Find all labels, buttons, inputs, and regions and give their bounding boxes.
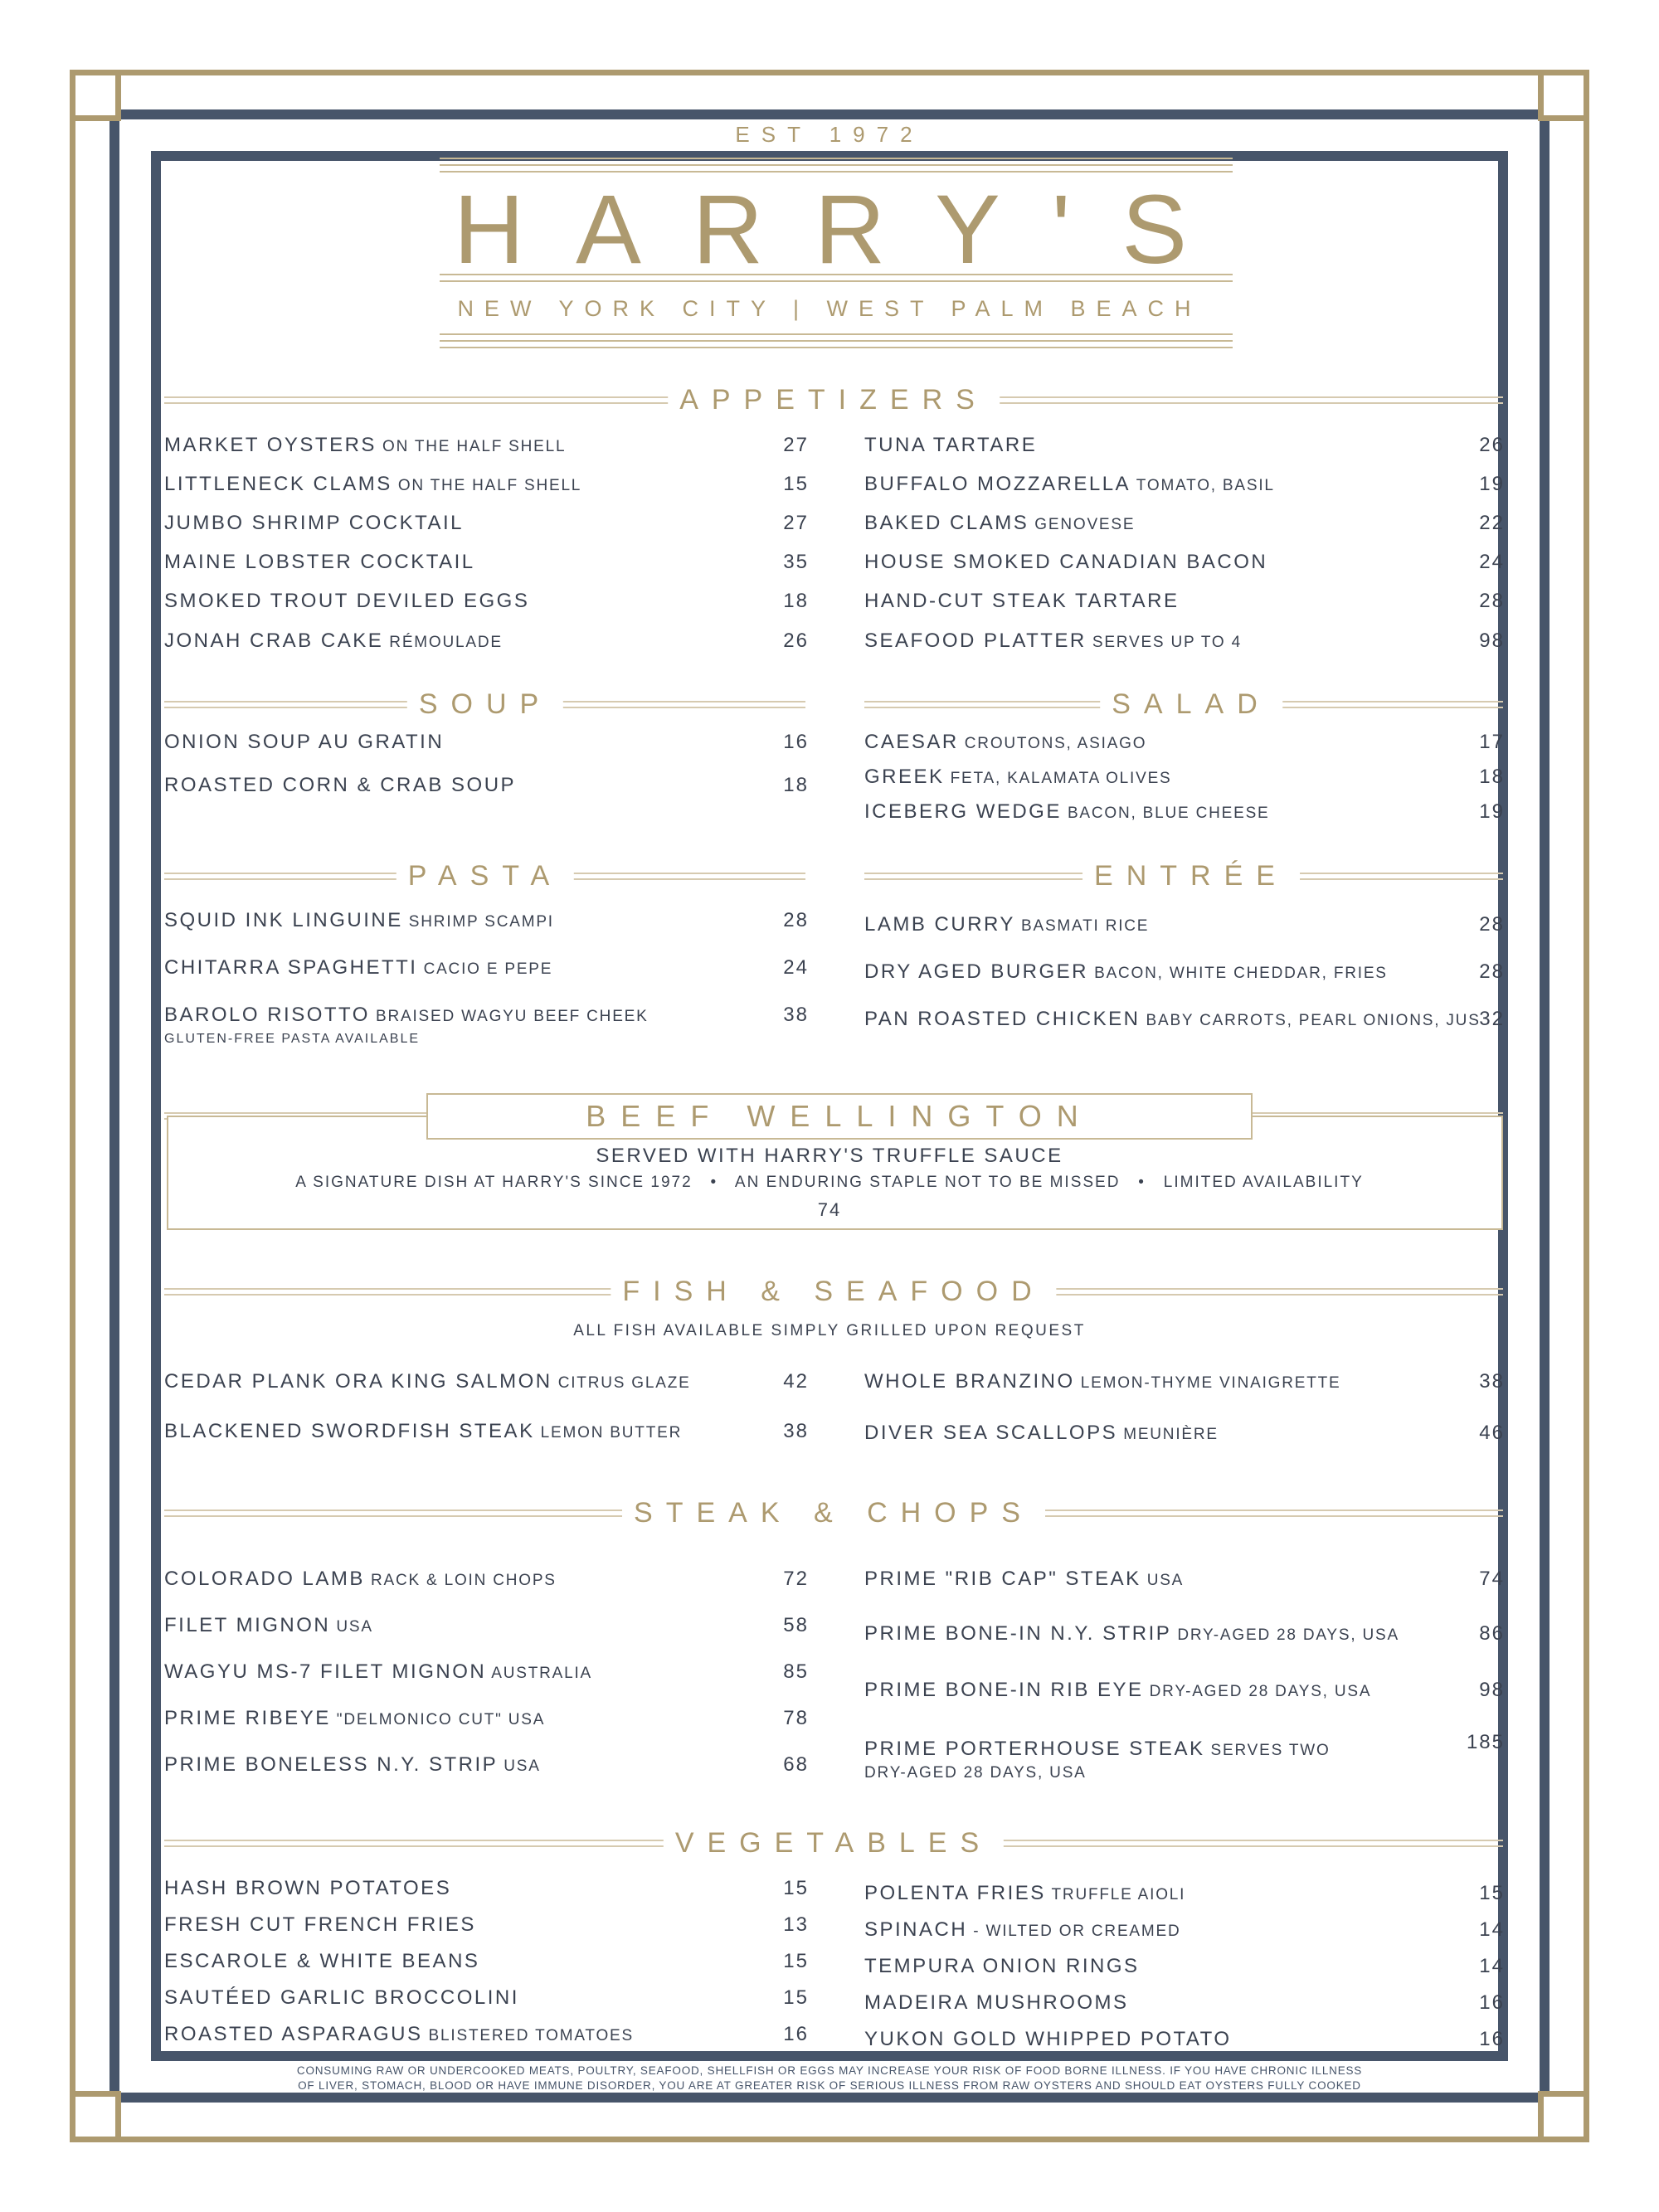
menu-item [864, 1678, 1371, 1704]
header-rule-bottom-3 [440, 347, 1233, 348]
menu-item-price: 28 [1479, 913, 1505, 936]
menu-item-price: 28 [1479, 960, 1505, 983]
menu-item-name: DRY AGED BURGER [864, 960, 1089, 983]
menu-item-description: CACIO E PEPE [417, 960, 553, 978]
menu-item-price: 14 [1479, 1918, 1505, 1941]
menu-item-price: 14 [1479, 1955, 1505, 1977]
menu-item-description: AUSTRALIA [486, 1665, 593, 1682]
menu-item-price: 85 [783, 1660, 809, 1683]
menu-item-name: BAKED CLAMS [864, 512, 1029, 534]
pasta-note: GLUTEN-FREE PASTA AVAILABLE [164, 1032, 421, 1046]
menu-item [864, 800, 1270, 826]
menu-item-name: JONAH CRAB CAKE [164, 630, 384, 652]
menu-item [864, 433, 1037, 458]
menu-item-price: 17 [1479, 731, 1505, 753]
menu-item-name: PRIME PORTERHOUSE STEAK [864, 1738, 1205, 1760]
menu-item-price: 72 [783, 1568, 809, 1590]
menu-item-description: MEUNIÈRE [1117, 1426, 1219, 1443]
section-title-appetizers: APPETIZERS [668, 383, 1000, 416]
menu-item-description: RACK & LOIN CHOPS [364, 1572, 557, 1589]
menu-item [864, 589, 1180, 614]
menu-item [164, 629, 503, 655]
menu-item [864, 960, 1388, 986]
established-year: EST 1972 [735, 122, 924, 147]
menu-item-name: PRIME BONELESS N.Y. STRIP [164, 1753, 499, 1776]
menu-item-price: 24 [1479, 551, 1505, 573]
menu-item [164, 1419, 682, 1446]
menu-item-price: 78 [783, 1707, 809, 1729]
menu-item-name: PRIME "RIB CAP" STEAK [864, 1568, 1141, 1590]
menu-item-price: 42 [783, 1370, 809, 1393]
menu-item [864, 1991, 1129, 2015]
section-title-salad: SALAD [1100, 688, 1282, 721]
restaurant-logo: HARRY'S [453, 175, 1239, 284]
menu-item-name: FILET MIGNON [164, 1614, 331, 1636]
menu-item [164, 589, 529, 614]
wellington-subtitle: SERVED WITH HARRY'S TRUFFLE SAUCE [596, 1145, 1063, 1167]
menu-item-name: LAMB CURRY [864, 913, 1015, 936]
menu-item-price: 74 [1479, 1568, 1505, 1590]
menu-item [864, 1007, 1481, 1033]
menu-item-description: "DELMONICO CUT" USA [330, 1711, 546, 1728]
menu-item [864, 629, 1242, 655]
disclaimer-line-2: OF LIVER, STOMACH, BLOOD OR HAVE IMMUNE DISORDER, YOU ARE AT GREATER RISK OF SERIOUS ILLNESS FROM RAW OYSTERS AND SHOULD EAT OYSTERS FULLY COOKED [298, 2079, 1361, 2092]
menu-item-price: 28 [783, 909, 809, 931]
menu-item-description: CITRUS GLAZE [552, 1374, 691, 1392]
menu-item [164, 1567, 557, 1593]
menu-item-description: ON THE HALF SHELL [376, 438, 567, 455]
corner-ornament-top-left [70, 70, 121, 121]
menu-item [864, 912, 1149, 939]
menu-item [864, 550, 1267, 575]
menu-item-name: LITTLENECK CLAMS [164, 473, 392, 495]
menu-item-name: DIVER SEA SCALLOPS [864, 1422, 1118, 1444]
menu-item-price: 15 [783, 1986, 809, 2009]
menu-item-description: USA [498, 1757, 541, 1775]
menu-item [864, 1369, 1341, 1396]
menu-item-price: 58 [783, 1614, 809, 1636]
menu-item-price: 15 [783, 1877, 809, 1899]
corner-ornament-bottom-left [70, 2091, 121, 2142]
wellington-tagline: A SIGNATURE DISH AT HARRY'S SINCE 1972 • AN ENDURING STAPLE NOT TO BE MISSED • LIMITED AVAILABILITY [295, 1174, 1364, 1191]
menu-item [864, 1954, 1140, 1979]
menu-item-name: MAINE LOBSTER COCKTAIL [164, 551, 475, 573]
menu-item-name: PRIME BONE-IN N.Y. STRIP [864, 1622, 1172, 1645]
menu-item-price: 16 [1479, 2028, 1505, 2050]
menu-item [864, 730, 1146, 756]
section-title-soup: SOUP [407, 688, 563, 721]
section-title-entree: ENTRÉE [1082, 859, 1300, 892]
menu-item-name: HAND-CUT STEAK TARTARE [864, 590, 1180, 612]
menu-item [164, 1003, 649, 1029]
corner-ornament-bottom-right [1538, 2091, 1589, 2142]
menu-item-name: HASH BROWN POTATOES [164, 1877, 452, 1899]
menu-item-price: 26 [1479, 434, 1505, 456]
menu-item-description: RÉMOULADE [383, 634, 503, 651]
menu-item-name: SQUID INK LINGUINE [164, 909, 403, 931]
locations: NEW YORK CITY | WEST PALM BEACH [457, 296, 1202, 321]
menu-item-price: 35 [783, 551, 809, 573]
header-rule-mid-2 [440, 280, 1233, 282]
menu-item [164, 433, 566, 459]
menu-item [164, 773, 516, 798]
menu-item [864, 1918, 1181, 1944]
menu-item [864, 2027, 1232, 2052]
menu-item-name: ROASTED CORN & CRAB SOUP [164, 774, 517, 796]
menu-item-description: SERVES UP TO 4 [1086, 634, 1242, 651]
menu-item-description: GENOVESE [1029, 516, 1136, 533]
menu-item-price: 18 [783, 774, 809, 796]
menu-item [164, 1986, 519, 2010]
menu-item [864, 472, 1275, 498]
menu-item [164, 1913, 476, 1937]
menu-item-price: 16 [783, 2023, 809, 2045]
menu-item-price: 15 [783, 473, 809, 495]
menu-item-price: 98 [1479, 630, 1505, 652]
menu-item-price: 27 [783, 434, 809, 456]
menu-item [864, 1621, 1399, 1648]
menu-item-name: SPINACH [864, 1918, 968, 1941]
menu-item-description: CROUTONS, ASIAGO [958, 735, 1147, 752]
menu-item-name: WHOLE BRANZINO [864, 1370, 1075, 1393]
menu-item-description: USA [1141, 1572, 1185, 1589]
menu-item-price: 26 [783, 630, 809, 652]
menu-item-name: BLACKENED SWORDFISH STEAK [164, 1420, 535, 1442]
menu-item-description: LEMON BUTTER [534, 1424, 683, 1441]
menu-item-description-2: DRY-AGED 28 DAYS, USA [864, 1764, 1087, 1782]
menu-item-description: ON THE HALF SHELL [392, 477, 582, 494]
menu-item-name: MARKET OYSTERS [164, 434, 377, 456]
menu-item-price: 38 [783, 1420, 809, 1442]
section-title-steak: STEAK & CHOPS [622, 1496, 1045, 1529]
menu-item-name: ICEBERG WEDGE [864, 800, 1062, 823]
menu-item-name: TUNA TARTARE [864, 434, 1038, 456]
menu-item [164, 908, 554, 935]
section-title-vegetables: VEGETABLES [664, 1826, 1004, 1860]
menu-item-price: 38 [783, 1004, 809, 1026]
menu-item [164, 1949, 479, 1974]
menu-item-name: ESCAROLE & WHITE BEANS [164, 1950, 480, 1972]
menu-item-name: SEAFOOD PLATTER [864, 630, 1087, 652]
menu-item-name: BAROLO RISOTTO [164, 1004, 370, 1026]
header-rule-mid-1 [440, 274, 1233, 275]
menu-item-price: 27 [783, 512, 809, 534]
menu-item-price: 22 [1479, 512, 1505, 534]
menu-item-name: TEMPURA ONION RINGS [864, 1955, 1140, 1977]
menu-item-price: 16 [1479, 1991, 1505, 2014]
menu-item [164, 1706, 545, 1733]
menu-item [164, 955, 552, 982]
menu-item-description: BABY CARROTS, PEARL ONIONS, JUS [1140, 1012, 1481, 1029]
menu-item-name: COLORADO LAMB [164, 1568, 365, 1590]
menu-item-description: DRY-AGED 28 DAYS, USA [1143, 1683, 1372, 1700]
menu-item-price: 19 [1479, 800, 1505, 823]
header-rule-top-3 [440, 171, 1233, 173]
menu-item-description: SHRIMP SCAMPI [402, 913, 554, 931]
fish-note: ALL FISH AVAILABLE SIMPLY GRILLED UPON REQUEST [573, 1322, 1086, 1339]
menu-item [164, 550, 475, 575]
menu-item-price: 13 [783, 1913, 809, 1936]
menu-item-name: PRIME RIBEYE [164, 1707, 331, 1729]
menu-item [164, 1369, 691, 1396]
menu-item-price: 32 [1479, 1008, 1505, 1030]
menu-item-name: WAGYU MS-7 FILET MIGNON [164, 1660, 487, 1683]
menu-item-description: BRAISED WAGYU BEEF CHEEK [369, 1008, 649, 1025]
menu-item [164, 1753, 541, 1779]
menu-item [164, 472, 581, 498]
menu-item-description: DRY-AGED 28 DAYS, USA [1171, 1626, 1400, 1644]
section-title-pasta: PASTA [397, 859, 574, 892]
menu-item [164, 1613, 373, 1640]
menu-item-description: LEMON-THYME VINAIGRETTE [1074, 1374, 1341, 1392]
header-rule-top-1 [440, 158, 1233, 159]
disclaimer-line-1: CONSUMING RAW OR UNDERCOOKED MEATS, POULTRY, SEAFOOD, SHELLFISH OR EGGS MAY INCREASE YOUR RISK OF FOOD BORNE ILLNESS. IF YOU HAVE CHRONIC ILLNESS [296, 2064, 1363, 2077]
menu-item-name: YUKON GOLD WHIPPED POTATO [864, 2028, 1232, 2050]
menu-item-name: ONION SOUP AU GRATIN [164, 731, 445, 753]
menu-item-name: GREEK [864, 766, 945, 788]
menu-item-price: 68 [783, 1753, 809, 1776]
menu-item [864, 1737, 1331, 1783]
menu-item-description: BLISTERED TOMATOES [422, 2027, 634, 2044]
header-rule-top-2 [440, 164, 1233, 166]
menu-item-price: 24 [783, 956, 809, 979]
menu-item [164, 511, 464, 536]
menu-item [864, 1421, 1219, 1447]
menu-item-name: BUFFALO MOZZARELLA [864, 473, 1131, 495]
menu-item-name: JUMBO SHRIMP COCKTAIL [164, 512, 464, 534]
menu-item-price: 38 [1479, 1370, 1505, 1393]
menu-item-description: BASMATI RICE [1014, 917, 1150, 935]
menu-item [164, 730, 444, 755]
menu-item [864, 1567, 1184, 1593]
menu-item-name: SAUTÉED GARLIC BROCCOLINI [164, 1986, 519, 2009]
menu-item-price: 46 [1479, 1422, 1505, 1444]
corner-ornament-top-right [1538, 70, 1589, 121]
menu-item-price: 18 [1479, 766, 1505, 788]
menu-item-description: USA [330, 1618, 373, 1636]
menu-item [864, 765, 1172, 791]
header-rule-bottom-2 [440, 340, 1233, 342]
menu-item-description: - WILTED OR CREAMED [967, 1923, 1181, 1940]
menu-item [164, 1660, 592, 1686]
menu-item-price: 16 [783, 731, 809, 753]
menu-item [864, 1881, 1185, 1908]
menu-item-name: SMOKED TROUT DEVILED EGGS [164, 590, 530, 612]
menu-item-description: SERVES TWO [1204, 1742, 1331, 1759]
menu-item-name: PAN ROASTED CHICKEN [864, 1008, 1141, 1030]
menu-item [164, 2022, 634, 2049]
menu-item-description: BACON, BLUE CHEESE [1061, 805, 1270, 822]
menu-item-name: ROASTED ASPARAGUS [164, 2023, 423, 2045]
menu-item [164, 1876, 451, 1901]
menu-item-price: 18 [783, 590, 809, 612]
menu-item-description: TOMATO, BASIL [1131, 477, 1275, 494]
menu-item-name: POLENTA FRIES [864, 1882, 1046, 1904]
menu-item-price: 15 [1479, 1882, 1505, 1904]
menu-item-description: FETA, KALAMATA OLIVES [944, 770, 1172, 787]
menu-item-price: 28 [1479, 590, 1505, 612]
wellington-price: 74 [817, 1199, 842, 1220]
menu-item-name: CAESAR [864, 731, 959, 753]
menu-item-description: BACON, WHITE CHEDDAR, FRIES [1088, 965, 1388, 982]
menu-item-name: FRESH CUT FRENCH FRIES [164, 1913, 476, 1936]
menu-item-price: 185 [1466, 1731, 1505, 1753]
menu-item-name: CEDAR PLANK ORA KING SALMON [164, 1370, 552, 1393]
menu-item-name: PRIME BONE-IN RIB EYE [864, 1679, 1144, 1701]
menu-item-price: 19 [1479, 473, 1505, 495]
menu-item-name: HOUSE SMOKED CANADIAN BACON [864, 551, 1268, 573]
header-rule-bottom-1 [440, 333, 1233, 335]
menu-item [864, 511, 1135, 537]
menu-item-name: CHITARRA SPAGHETTI [164, 956, 418, 979]
menu-item-price: 98 [1479, 1679, 1505, 1701]
menu-item-name: MADEIRA MUSHROOMS [864, 1991, 1129, 2014]
section-title-fish: FISH & SEAFOOD [611, 1275, 1056, 1308]
section-title-wellington: BEEF WELLINGTON [586, 1099, 1093, 1133]
menu-item-description: TRUFFLE AIOLI [1045, 1886, 1186, 1903]
menu-item-price: 15 [783, 1950, 809, 1972]
menu-item-price: 86 [1479, 1622, 1505, 1645]
